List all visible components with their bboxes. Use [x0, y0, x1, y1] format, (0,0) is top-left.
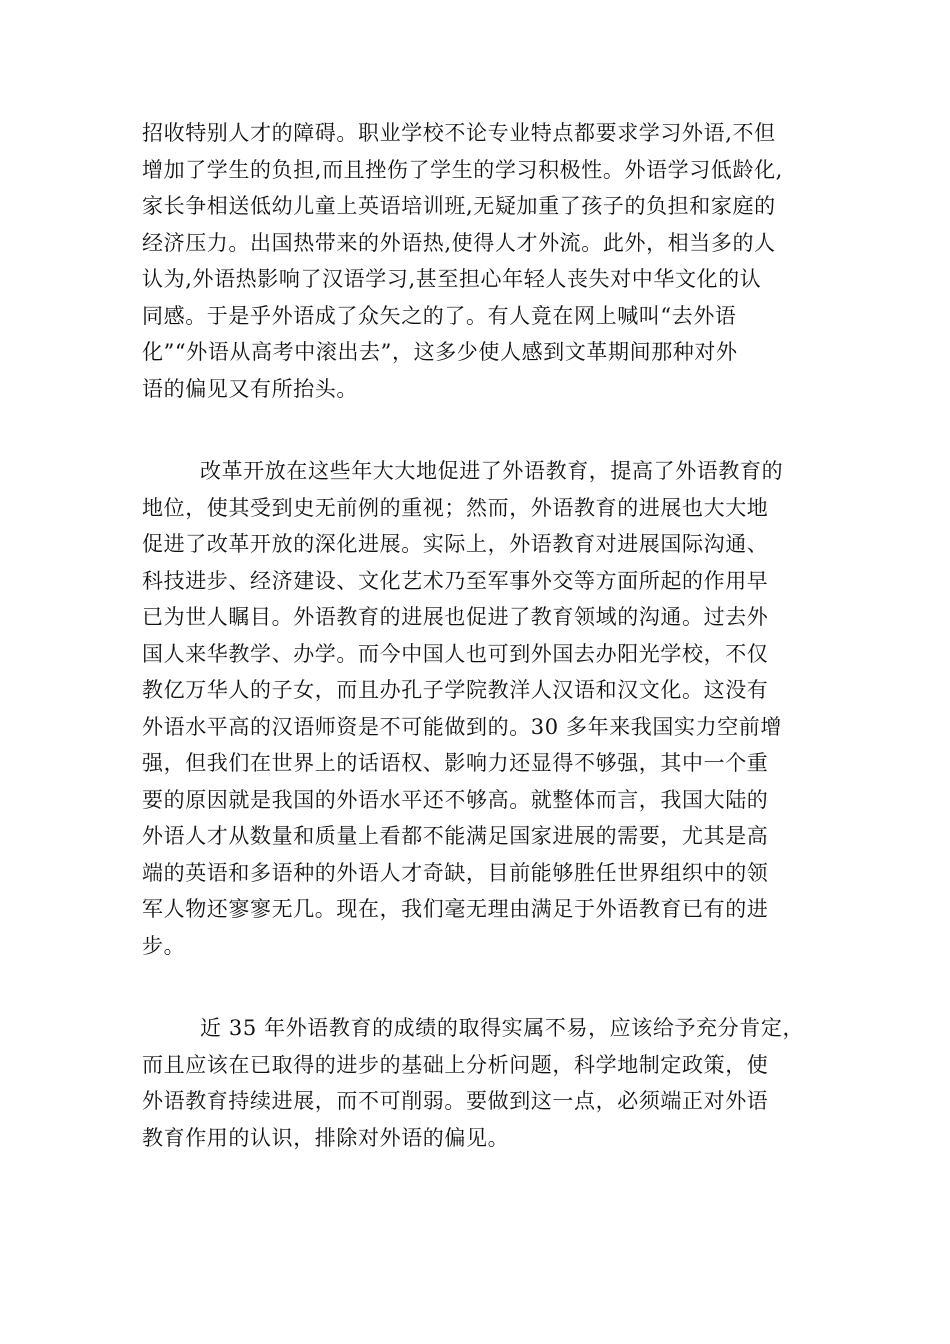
paragraph-line: 科技进步、经济建设、文化艺术乃至军事外交等方面所起的作用早 [142, 568, 769, 593]
paragraph-line: 而且应该在已取得的进步的基础上分析问题，科学地制定政策，使 [142, 1052, 769, 1077]
paragraph-line: 端的英语和多语种的外语人才奇缺，目前能够胜任世界组织中的领 [142, 860, 769, 885]
paragraph-3 [142, 1010, 812, 1156]
paragraph-line: 语的偏见又有所抬头。 [142, 376, 358, 401]
paragraph-line: 外语人才从数量和质量上看都不能满足国家进展的需要，尤其是高 [142, 824, 769, 848]
paragraph-line: 认为,外语热影响了汉语学习,甚至担心年轻人丧失对中华文化的认 [142, 267, 762, 291]
paragraph-line: 外语教育持续进展，而不可削弱。要做到这一点，必须端正对外语 [142, 1089, 769, 1113]
paragraph-2 [142, 453, 812, 964]
paragraph-line: 地位，使其受到史无前例的重视；然而，外语教育的进展也大大地 [142, 495, 769, 520]
paragraph-1 [142, 115, 812, 407]
paragraph-line: 经济压力。出国热带来的外语热,使得人才外流。此外，相当多的人 [142, 230, 776, 255]
paragraph-line: 外语水平高的汉语师资是不可能做到的。30 多年来我国实力空前增 [142, 714, 782, 739]
paragraph-line: 同感。于是乎外语成了众矢之的了。有人竟在网上喊叫“去外语 [142, 303, 737, 328]
paragraph-line: 家长争相送低幼儿童上英语培训班,无疑加重了孩子的负担和家庭的 [142, 194, 776, 218]
paragraph-line: 促进了改革开放的深化进展。实际上，外语教育对进展国际沟通、 [142, 532, 769, 556]
paragraph-line: 步。 [142, 933, 186, 958]
paragraph-line: 教育作用的认识，排除对外语的偏见。 [142, 1125, 510, 1150]
paragraph-line: 已为世人瞩目。外语教育的进展也促进了教育领域的沟通。过去外 [142, 605, 769, 629]
paragraph-line: 教亿万华人的子女，而且办孔子学院教洋人汉语和汉文化。这没有 [142, 678, 769, 702]
paragraph-line: 要的原因就是我国的外语水平还不够高。就整体而言，我国大陆的 [142, 787, 769, 812]
paragraph-line: 招收特别人才的障碍。职业学校不论专业特点都要求学习外语,不但 [142, 121, 776, 145]
paragraph-line: 强，但我们在世界上的话语权、影响力还显得不够强，其中一个重 [142, 751, 769, 775]
paragraph-line: 国人来华教学、办学。而今中国人也可到外国去办阳光学校，不仅 [142, 641, 769, 666]
paragraph-line: 增加了学生的负担,而且挫伤了学生的学习积极性。外语学习低龄化, [142, 157, 783, 182]
paragraph-line: 军人物还寥寥无几。现在，我们毫无理由满足于外语教育已有的进 [142, 897, 769, 921]
paragraph-line: 改革开放在这些年大大地促进了外语教育，提高了外语教育的 [200, 459, 784, 483]
paragraph-line: 近 35 年外语教育的成绩的取得实属不易，应该给予充分肯定， [200, 1016, 805, 1040]
paragraph-line: 化”“外语从高考中滚出去”，这多少使人感到文革期间那种对外 [142, 340, 738, 364]
